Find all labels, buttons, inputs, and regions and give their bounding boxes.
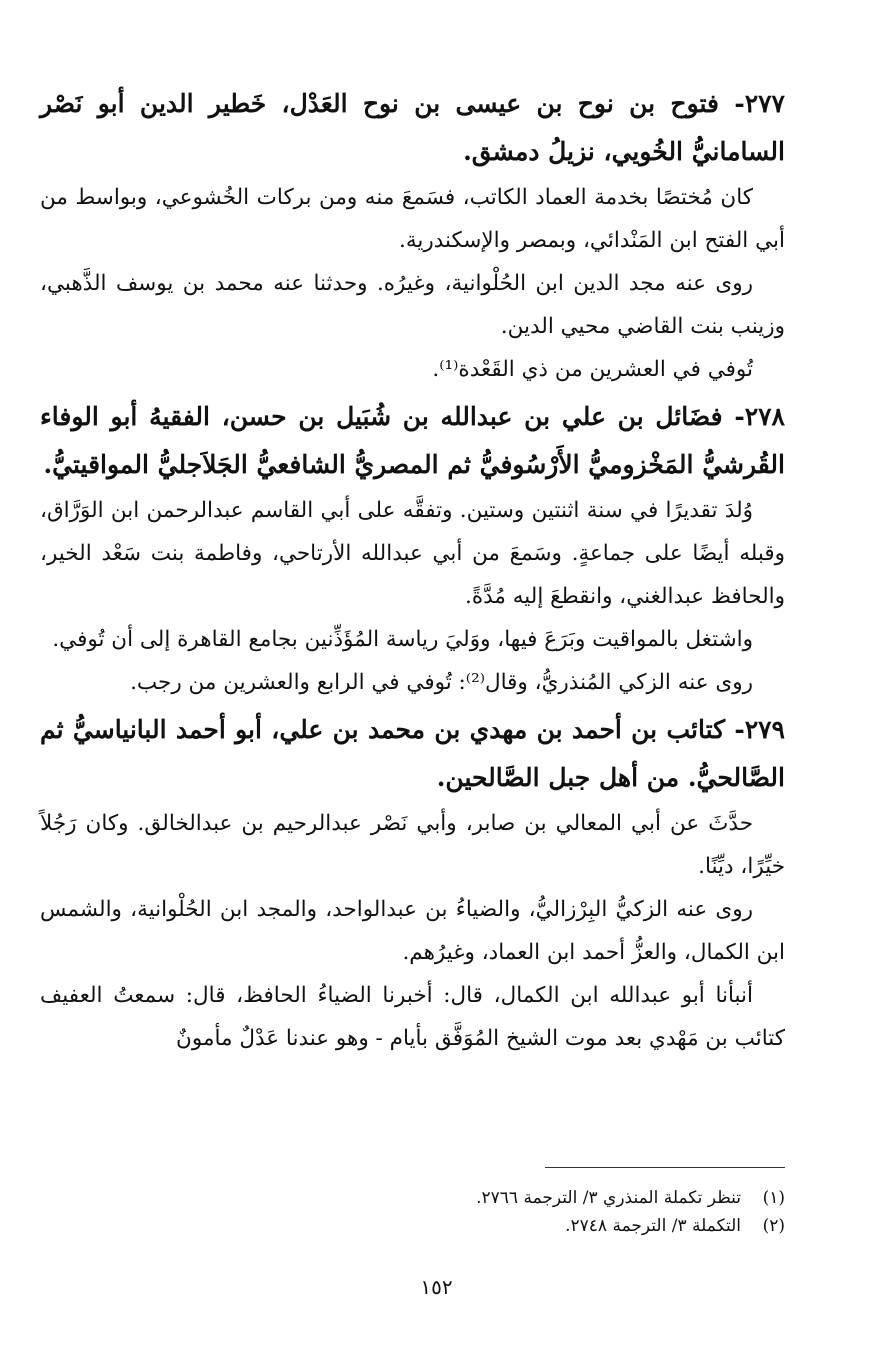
footnote-1	[40, 1184, 785, 1212]
paragraph: حدَّثَ عن أبي المعالي بن صابر، وأبي نَصْر عبدالرحيم بن عبدالخالق. وكان رَجُلاً خيِّرًا، ديِّنًا.	[40, 811, 785, 879]
page-body	[40, 78, 785, 1060]
footnote-2	[40, 1212, 785, 1240]
paragraph: وُلدَ تقديرًا في سنة اثنتين وستين. وتفقَّه على أبي القاسم عبدالرحمن ابن الوَرَّاق، وقبله أيضًا على جماعةٍ. وسَمعَ من أبي عبدالله الأرتاحي، وفاطمة بنت سَعْد الخير، والحافظ عبدالغني، وانقطعَ إليه مُدَّةً.	[40, 498, 785, 609]
paragraph: تُوفي في العشرين من ذي القَعْدة⁽¹⁾.	[432, 357, 753, 382]
page-number: ١٥٢	[420, 1275, 453, 1299]
footnote-text: التكملة ٣/ الترجمة ٢٧٤٨.	[565, 1216, 741, 1236]
footnote-divider	[545, 1167, 785, 1168]
footnote-text: تنظر تكملة المنذري ٣/ الترجمة ٢٧٦٦.	[476, 1188, 741, 1208]
paragraph: كان مُختصًا بخدمة العماد الكاتب، فسَمعَ منه ومن بركات الخُشوعي، وبواسط من أبي الفتح ابن المَنْدائي، وبمصر والإسكندرية.	[40, 185, 785, 253]
paragraph: روى عنه الزكيُّ البِرْزاليُّ، والضياءُ بن عبدالواحد، والمجد ابن الحُلْوانية، والشمس ابن الكمال، والعزُّ أحمد ابن العماد، وغيرُهم.	[40, 897, 785, 965]
paragraph: أنبأنا أبو عبدالله ابن الكمال، قال: أخبرنا الضياءُ الحافظ، قال: سمعتُ العفيف كتائب بن مَهْدي بعد موت الشيخ المُوَفَّق بأيام - وهو عندنا عَدْلٌ مأمونٌ	[40, 983, 785, 1051]
paragraph: روى عنه مجد الدين ابن الحُلْوانية، وغيرُه. وحدثنا عنه محمد بن يوسف الذَّهبي، وزينب بنت القاضي محيي الدين.	[40, 271, 785, 339]
footnotes	[40, 1167, 785, 1240]
paragraph: روى عنه الزكي المُنذريُّ، وقال⁽²⁾: تُوفي في الرابع والعشرين من رجب.	[130, 670, 753, 695]
entry-heading-278: ٢٧٨- فضَائل بن علي بن عبدالله بن شُبَيل بن حسن، الفقيهُ أبو الوفاء القُرشيُّ المَخْزوميُّ الأَرْسُوفيُّ ثم المصريُّ الشافعيُّ الجَلاَجليُّ المواقيتيُّ.	[40, 402, 785, 479]
footnote-number: (١)	[762, 1188, 785, 1208]
entry-heading-277: ٢٧٧- فتوح بن نوح بن عيسى بن نوح العَدْل، خَطير الدين أبو نَصْر السامانيُّ الخُويي، نزيلُ دمشق.	[40, 89, 785, 166]
footnote-number: (٢)	[762, 1216, 785, 1236]
entry-heading-279: ٢٧٩- كتائب بن أحمد بن مهدي بن محمد بن علي، أبو أحمد البانياسيُّ ثم الصَّالحيُّ. من أهل جبل الصَّالحين.	[40, 715, 785, 792]
paragraph: واشتغل بالمواقيت وبَرَعَ فيها، ووَليَ رياسة المُؤَذِّنين بجامع القاهرة إلى أن تُوفي.	[52, 627, 753, 652]
